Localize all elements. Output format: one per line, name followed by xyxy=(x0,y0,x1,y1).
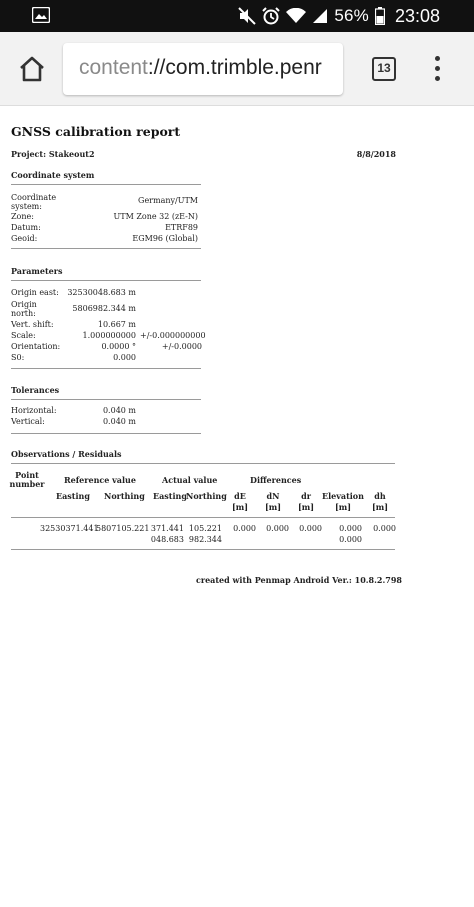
url-path: ://com.trimble.penr xyxy=(147,56,322,79)
divider xyxy=(11,433,201,434)
col-act-easting: Easting xyxy=(153,491,187,501)
cell-act-easting: 371.441 xyxy=(150,524,184,533)
param-label: Origin east: xyxy=(11,288,59,297)
tabs-button[interactable]: 13 xyxy=(372,57,396,81)
cell-de: 0.000 xyxy=(233,524,256,533)
cell-act-northing: 982.344 xyxy=(188,535,222,544)
col-point-number: Point number xyxy=(9,470,45,489)
col-ref-northing: Northing xyxy=(104,491,145,501)
cell-dr: 0.000 xyxy=(299,524,322,533)
col-reference-value: Reference value xyxy=(64,475,136,485)
param-label: Orientation: xyxy=(11,342,61,351)
col-differences: Differences xyxy=(250,475,302,485)
url-text xyxy=(79,56,322,80)
unit-dr: [m] xyxy=(297,502,315,512)
coord-value: UTM Zone 32 (zE-N) xyxy=(113,212,198,221)
divider xyxy=(11,184,201,185)
signal-icon xyxy=(312,8,328,24)
col-elevation: Elevation xyxy=(322,491,364,501)
col-dh: dh xyxy=(374,491,386,501)
param-value: 1.000000000 xyxy=(82,331,136,340)
col-ref-easting: Easting xyxy=(56,491,90,501)
param-label: Vert. shift: xyxy=(11,320,54,329)
cell-act-easting: 048.683 xyxy=(150,535,184,544)
divider xyxy=(11,280,201,281)
divider xyxy=(11,368,201,369)
url-bar[interactable] xyxy=(63,43,343,95)
report-page xyxy=(0,107,474,907)
coord-label: Datum: xyxy=(11,223,41,232)
unit-de: [m] xyxy=(231,502,249,512)
status-bar xyxy=(0,0,474,32)
divider xyxy=(11,248,201,249)
param-label: Scale: xyxy=(11,331,36,340)
home-icon xyxy=(17,54,47,84)
divider xyxy=(11,463,395,464)
coordinate-system-heading: Coordinate system xyxy=(11,170,95,180)
param-label: S0: xyxy=(11,353,25,362)
col-actual-value: Actual value xyxy=(162,475,218,485)
col-dr: dr xyxy=(301,491,311,501)
cell-dn: 0.000 xyxy=(266,524,289,533)
home-button[interactable] xyxy=(17,54,47,84)
param-value: 10.667 m xyxy=(97,320,136,329)
wifi-icon xyxy=(286,8,306,24)
col-dn: dN xyxy=(266,491,280,501)
tolerances-heading: Tolerances xyxy=(11,385,60,395)
cell-elevation: 0.000 xyxy=(339,524,362,533)
coord-label: Coordinate system: xyxy=(11,193,57,211)
report-footer: created with Penmap Android Ver.: 10.8.2.798 xyxy=(196,575,402,585)
unit-dh: [m] xyxy=(371,502,389,512)
tolerance-value: 0.040 m xyxy=(102,417,136,426)
param-value: 5806982.344 m xyxy=(72,304,136,313)
coord-value: ETRF89 xyxy=(165,223,198,232)
observations-heading: Observations / Residuals xyxy=(11,449,122,459)
url-scheme: content xyxy=(79,56,148,79)
cell-act-northing: 105.221 xyxy=(188,524,222,533)
param-value: 32530048.683 m xyxy=(67,288,136,297)
divider xyxy=(11,517,395,518)
coord-value: Germany/UTM xyxy=(138,196,198,205)
divider xyxy=(11,399,201,400)
unit-elevation: [m] xyxy=(334,502,352,512)
report-title: GNSS calibration report xyxy=(11,124,181,139)
col-act-northing: Northing xyxy=(186,491,227,501)
unit-dn: [m] xyxy=(264,502,282,512)
mute-icon xyxy=(238,7,256,25)
param-extra: +/-0.000000000 xyxy=(140,331,206,340)
param-extra: +/-0.0000 xyxy=(161,342,202,351)
cell-ref-easting: 32530371.441 xyxy=(40,524,99,533)
param-value: 0.000 xyxy=(113,353,136,362)
tolerance-label: Horizontal: xyxy=(11,406,57,415)
cell-elevation: 0.000 xyxy=(339,535,362,544)
tolerance-value: 0.040 m xyxy=(102,406,136,415)
alarm-icon xyxy=(262,7,280,25)
overflow-menu-icon[interactable] xyxy=(430,56,444,82)
report-date: 8/8/2018 xyxy=(356,149,396,159)
battery-icon xyxy=(375,7,385,25)
battery-percent: 56% xyxy=(334,6,369,25)
divider xyxy=(11,549,395,550)
coord-label: Zone: xyxy=(11,212,34,221)
col-de: dE xyxy=(234,491,246,501)
param-label: Origin north: xyxy=(11,300,37,318)
gallery-icon xyxy=(32,7,50,23)
tolerance-label: Vertical: xyxy=(11,417,45,426)
cell-dh: 0.000 xyxy=(373,524,396,533)
cell-ref-northing: 5807105.221 xyxy=(96,524,150,533)
parameters-heading: Parameters xyxy=(11,266,63,276)
clock: 23:08 xyxy=(394,5,440,26)
coord-label: Geoid: xyxy=(11,234,38,243)
param-value: 0.0000 ° xyxy=(101,342,136,351)
project-label: Project: Stakeout2 xyxy=(11,149,95,159)
coord-value: EGM96 (Global) xyxy=(132,234,198,243)
browser-toolbar xyxy=(0,32,474,106)
